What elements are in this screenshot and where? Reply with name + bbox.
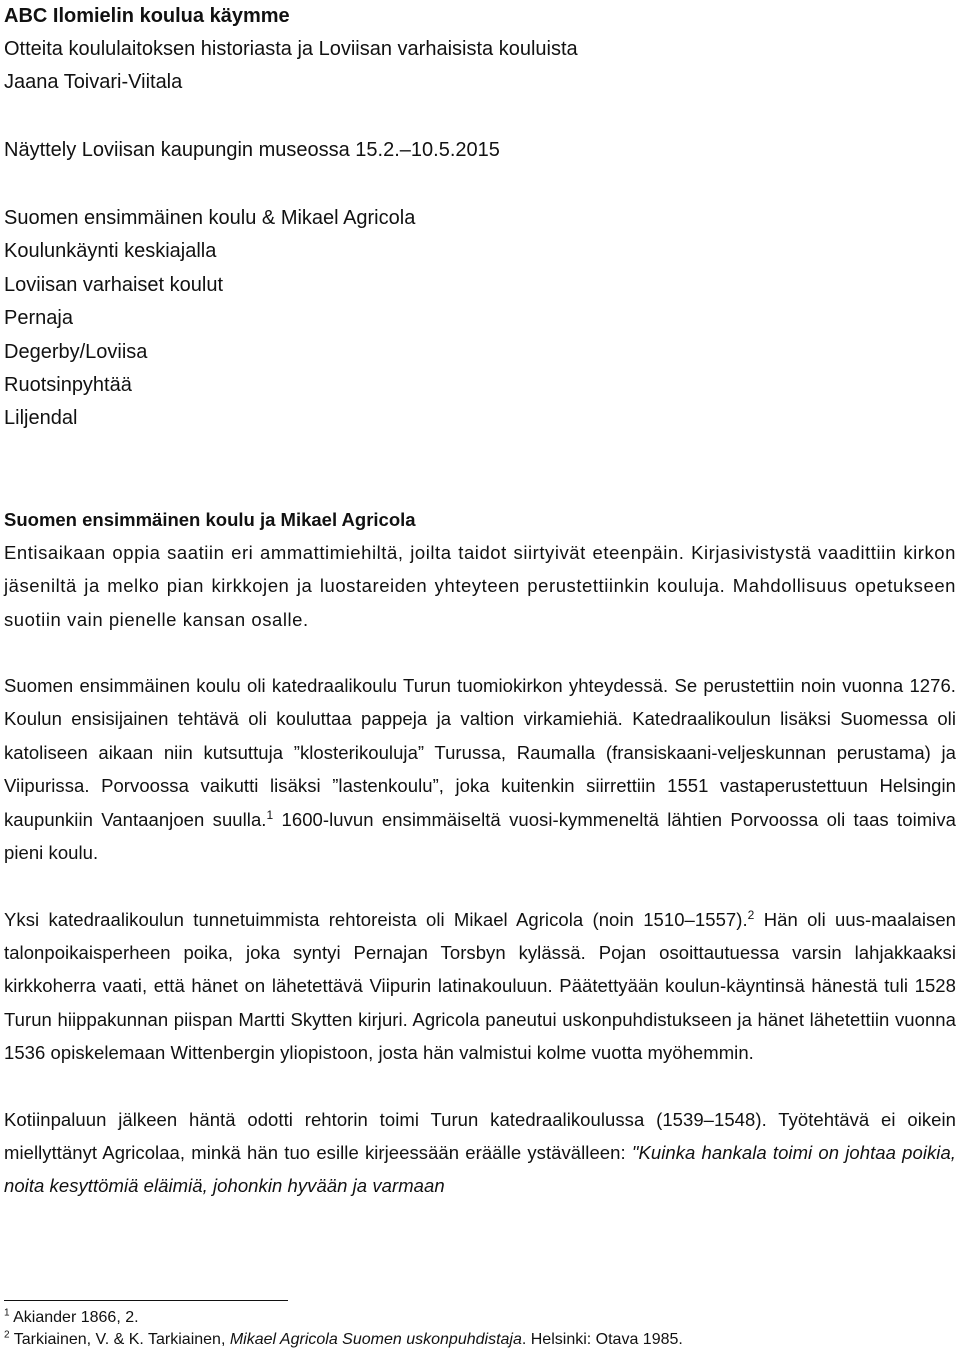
- document-page: [4, 0, 956, 1203]
- exhibition-info: Näyttely Loviisan kaupungin museossa 15.2.–10.5.2015: [4, 139, 500, 161]
- footnote-2-title: Mikael Agricola Suomen uskonpuhdistaja: [229, 1331, 522, 1348]
- footnote-ref-2: 2: [747, 907, 755, 922]
- paragraph-3-tail: Hän oli uus-maalaisen talonpoikaisperheen poika, joka syntyi Pernajan Torsbyn kylässä. Pojan osoittautuessa varsin lahjakkaaksi kirkkoherra vaati, että hänet on lähetettävä Viipurin latinakouluun. Päätettyään koulun-käyntinsä hänestä tuli 1528 Turun hiippakunnan piispan Martti Skytten kirjuri. Agricola paneutui uskonpuhdistukseen ja hänet lähetettiin vuonna 1536 opiskelemaan Wittenbergin yliopistoon, josta hän valmistui kolme vuotta myöhemmin.: [4, 908, 956, 1064]
- paragraph-4: [4, 1103, 956, 1203]
- paragraph-3-text: Yksi katedraalikoulun tunnetuimmista rehtoreista oli Mikael Agricola (noin 1510–1557).: [4, 908, 748, 930]
- paragraph-1: Entisaikaan oppia saatiin eri ammattimiehiltä, joilta taidot siirtyivät eteenpäin. Kirjasivistystä vaadittiin kirkon jäseniltä ja melko pian kirkkojen ja luostareiden yhteyteen perustettiinkin kouluja. Mahdollisuus opetukseen suotiin vain pienelle kansan osalle.: [4, 541, 956, 630]
- toc-item: Degerby/Loviisa: [4, 340, 148, 363]
- footnotes: [4, 1307, 683, 1351]
- toc-item: Pernaja: [4, 307, 73, 330]
- document-title: ABC Ilomielin koulua käymme: [4, 5, 290, 27]
- document-author: Jaana Toivari-Viitala: [4, 71, 183, 93]
- document-subtitle: Otteita koululaitoksen historiasta ja Loviisan varhaisista kouluista: [4, 38, 578, 60]
- paragraph-3: [4, 903, 956, 1070]
- footnote-1-text: Akiander 1866, 2.: [13, 1309, 139, 1326]
- paragraph-2-text: Suomen ensimmäinen koulu oli katedraalikoulu Turun tuomiokirkon yhteydessä. Se perustettiin noin vuonna 1276. Koulun ensisijainen tehtävä oli kouluttaa pappeja ja valtion virkamiehiä. Katedraalikoulun lisäksi Suomessa oli katoliseen aikaan niin kutsuttuja ”klosterikouluja” Turussa, Raumalla (fransiskaani-veljeskunnan perustama) ja Viipurissa. Porvoossa vaikutti lisäksi ”lastenkoulu”, joka kuitenkin siirrettiin 1551 vastaperustettuun Helsingin kaupunkiin Vantaanjoen suulla.: [4, 675, 956, 830]
- paragraph-2-tail: 1600-luvun ensimmäiseltä vuosi-kymmeneltä lähtien Porvoossa oli taas toimiva pieni koulu.: [4, 808, 956, 864]
- toc-item: Koulunkäynti keskiajalla: [4, 240, 217, 263]
- footnote-1-mark: 1: [4, 1307, 10, 1319]
- paragraph-2: [4, 669, 956, 869]
- footnote-1: [4, 1307, 683, 1329]
- toc-item: Suomen ensimmäinen koulu & Mikael Agricola: [4, 207, 416, 229]
- footnote-2-post: . Helsinki: Otava 1985.: [521, 1331, 683, 1348]
- footnote-2: [4, 1329, 683, 1351]
- paragraph-4-quote: "Kuinka hankala toimi on johtaa poikia, noita kesyttömiä eläimiä, johonkin hyvään ja varmaan: [4, 1141, 956, 1197]
- paragraph-4-text: Kotiinpaluun jälkeen häntä odotti rehtorin toimi Turun katedraalikoulussa (1539–1548). Työtehtävä ei oikein miellyttänyt Agricolaa, minkä hän tuo esille kirjeessään eräälle ystävälleen:: [4, 1108, 956, 1163]
- footnote-divider: [4, 1300, 288, 1301]
- toc-item: Liljendal: [4, 407, 78, 430]
- table-of-contents: [4, 202, 956, 436]
- toc-item: Loviisan varhaiset koulut: [4, 273, 224, 296]
- footnote-2-mark: 2: [4, 1329, 10, 1341]
- footnote-ref-1: 1: [266, 807, 274, 822]
- toc-item: Ruotsinpyhtää: [4, 374, 132, 397]
- section-heading: Suomen ensimmäinen koulu ja Mikael Agricola: [4, 508, 416, 530]
- footnote-2-pre: Tarkiainen, V. & K. Tarkiainen,: [13, 1331, 230, 1348]
